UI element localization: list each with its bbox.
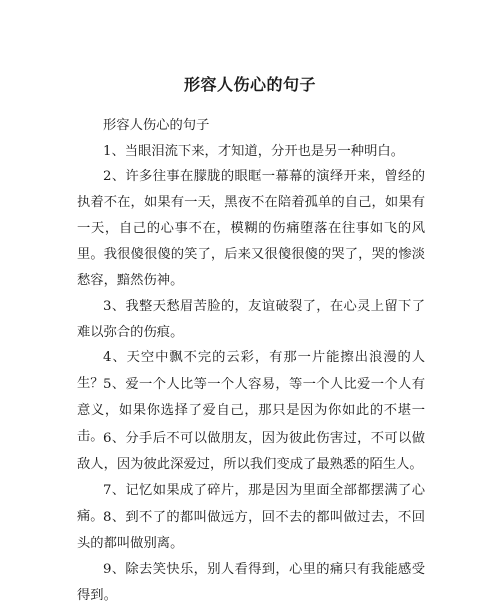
paragraph-4: 4、天空中飘不完的云彩，有那一片能擦出浪漫的人生？ <box>77 350 425 392</box>
paragraph-6: 6、分手后不可以做朋友，因为彼此伤害过，不可以做敌人，因为彼此深爱过，所以我们变成了最熟悉的陌生人。 <box>77 431 425 473</box>
paragraph-intro: 形容人伤心的句子 <box>103 118 210 133</box>
paragraph-9: 9、除去笑快乐，别人看得到，心里的痛只有我能感受得到。 <box>77 562 425 604</box>
paragraph-5: 5、爱一个人比等一个人容易，等一个人比爱一个人有意义，如果你选择了爱自己，那只是因为你如此的不堪一击。 <box>77 377 425 445</box>
paragraph-7: 7、记忆如果成了碎片，那是因为里面全部都摆满了心痛。 <box>77 483 425 525</box>
paragraph-3: 3、我整天愁眉苦脸的，友谊破裂了，在心灵上留下了难以弥合的伤痕。 <box>77 299 425 341</box>
document-title: 形容人伤心的句子 <box>183 75 316 94</box>
paragraph-2: 2、许多往事在朦胧的眼眶一幕幕的演绎开来，曾经的执着不在，如果有一天，黑夜不在陪着孤单的自己，如果有一天，自己的心事不在，模糊的伤痛堕落在往事如飞的风里。我很傻很傻的笑了，后来又很傻很傻的哭了，哭的惨淡愁容，黯然伤神。 <box>77 169 425 289</box>
paragraph-8: 8、到不了的都叫做远方，回不去的都叫做过去，不回头的都叫做别离。 <box>77 510 425 552</box>
paragraph-1: 1、当眼泪流下来，才知道，分开也是另一种明白。 <box>103 144 404 159</box>
